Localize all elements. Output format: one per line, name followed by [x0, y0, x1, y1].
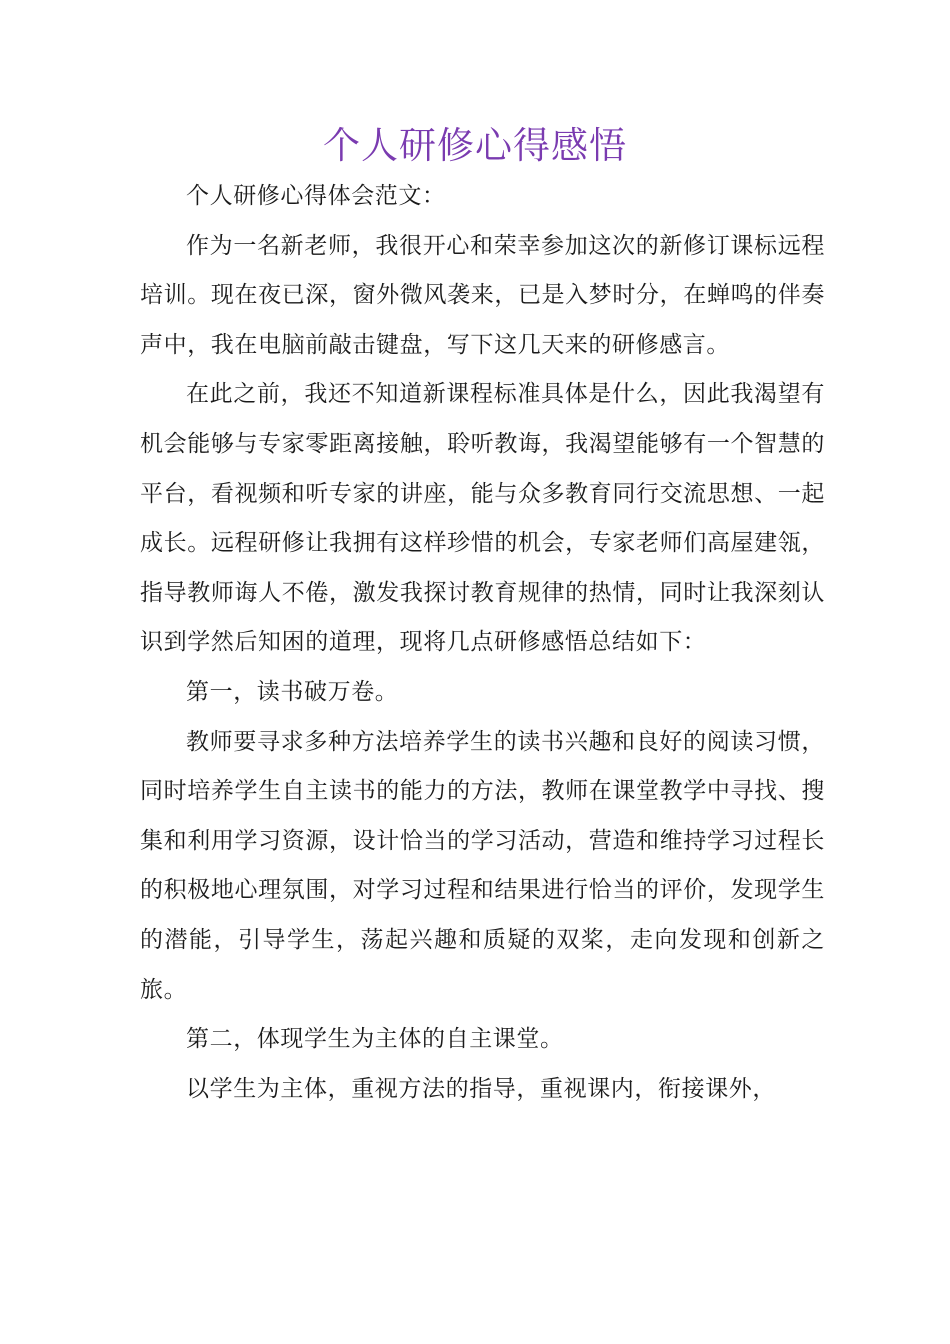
paragraph: 教师要寻求多种方法培养学生的读书兴趣和良好的阅读习惯，同时培养学生自主读书的能力的方法，教师在课堂教学中寻找、搜集和利用学习资源，设计恰当的学习活动，营造和维持学习过程长的积极地心理氛围，对学习过程和结果进行恰当的评价，发现学生的潜能，引导学生，荡起兴趣和质疑的双桨，走向发现和创新之旅。 [140, 728, 825, 1003]
paragraph: 以学生为主体，重视方法的指导，重视课内，衔接课外， [186, 1075, 776, 1102]
document-body [140, 172, 825, 1114]
section-heading-second: 第二，体现学生为主体的自主课堂。 [186, 1026, 564, 1053]
paragraph: 在此之前，我还不知道新课程标准具体是什么，因此我渴望有机会能够与专家零距离接触，聆听教诲，我渴望能够有一个智慧的平台，看视频和听专家的讲座，能与众多教育同行交流思想、一起成长。远程研修让我拥有这样珍惜的机会，专家老师们高屋建瓴，指导教师诲人不倦，激发我探讨教育规律的热情，同时让我深刻认识到学然后知困的道理，现将几点研修感悟总结如下： [140, 381, 825, 656]
section-heading-first: 第一，读书破万卷。 [186, 678, 399, 705]
document-title: 个人研修心得感悟 [323, 124, 627, 167]
paragraph-intro: 个人研修心得体会范文： [186, 183, 446, 209]
paragraph: 作为一名新老师，我很开心和荣幸参加这次的新修订课标远程培训。现在夜已深，窗外微风袭来，已是入梦时分，在蝉鸣的伴奏声中，我在电脑前敲击键盘，写下这几天来的研修感言。 [140, 232, 825, 358]
